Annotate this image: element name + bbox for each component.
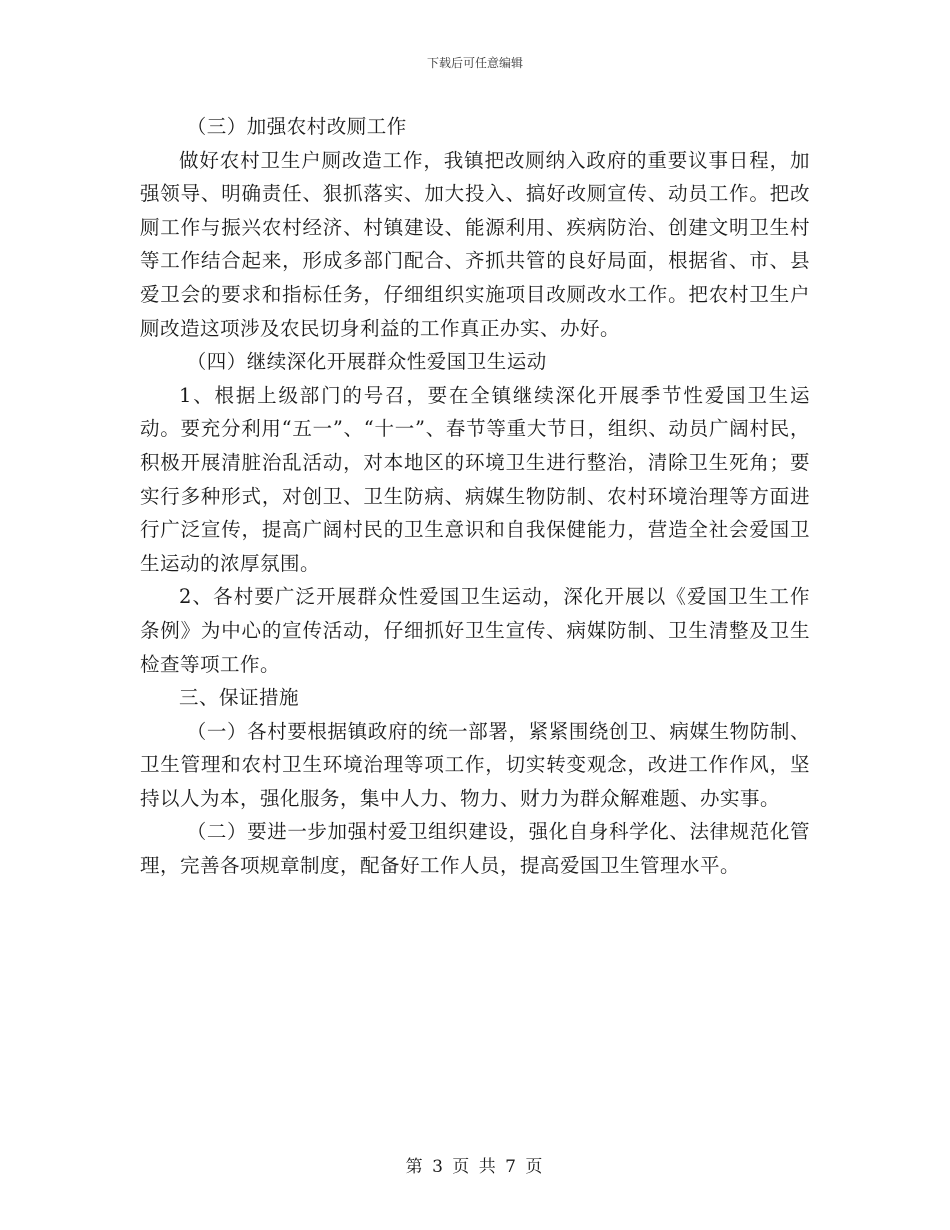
- header-note: 下载后可任意编辑: [426, 56, 523, 70]
- paragraph-guarantee-1: （一）各村要根据镇政府的统一部署，紧紧围绕创卫、病媒生物防制、卫生管理和农村卫生环境治理等项工作，切实转变观念，改进工作作风，坚持以人为本，强化服务，集中人力、物力、财力为群众解难题、办实事。: [140, 719, 810, 810]
- paragraph-rural-toilet: 做好农村卫生户厕改造工作，我镇把改厕纳入政府的重要议事日程，加强领导、明确责任、狠抓落实、加大投入、搞好改厕宣传、动员工作。把改厕工作与振兴农村经济、村镇建设、能源利用、疾病防治、创建文明卫生村等工作结合起来，形成多部门配合、齐抓共管的良好局面，根据省、市、县爱卫会的要求和指标任务，仔细组织实施项目改厕改水工作。把农村卫生户厕改造这项涉及农民切身利益的工作真正办实、办好。: [140, 148, 810, 340]
- section-heading-rural-toilet: （三）加强农村改厕工作: [186, 115, 407, 138]
- paragraph-item-2: 2、各村要广泛开展群众性爱国卫生运动，深化开展以《爱国卫生工作条例》为中心的宣传活动，仔细抓好卫生宣传、病媒防制、卫生清整及卫生检查等项工作。: [140, 585, 810, 676]
- document-body: [140, 110, 810, 883]
- paragraph-guarantee-2: （二）要进一步加强村爱卫组织建设，强化自身科学化、法律规范化管理，完善各项规章制度，配备好工作人员，提高爱国卫生管理水平。: [140, 820, 810, 878]
- paragraph-item-1: 1、根据上级部门的号召，要在全镇继续深化开展季节性爱国卫生运动。要充分利用“五一”、“十一”、春节等重大节日，组织、动员广阔村民，积极开展清脏治乱活动，对本地区的环境卫生进行整治，清除卫生死角；要实行多种形式，对创卫、卫生防病、病媒生物防制、农村环境治理等方面进行广泛宣传，提高广阔村民的卫生意识和自我保健能力，营造全社会爱国卫生运动的浓厚氛围。: [140, 383, 810, 575]
- footer-total-pages: 7: [505, 1157, 518, 1177]
- footer-current-page: 3: [432, 1157, 445, 1177]
- section-heading-guarantee: 三、保证措施: [179, 686, 300, 710]
- page-footer: [0, 1152, 950, 1177]
- footer-prefix: 第: [405, 1157, 425, 1177]
- footer-middle: 页 共: [452, 1157, 498, 1177]
- footer-suffix: 页: [525, 1157, 545, 1177]
- section-heading-patriotic-health: （四）继续深化开展群众性爱国卫生运动: [186, 350, 547, 374]
